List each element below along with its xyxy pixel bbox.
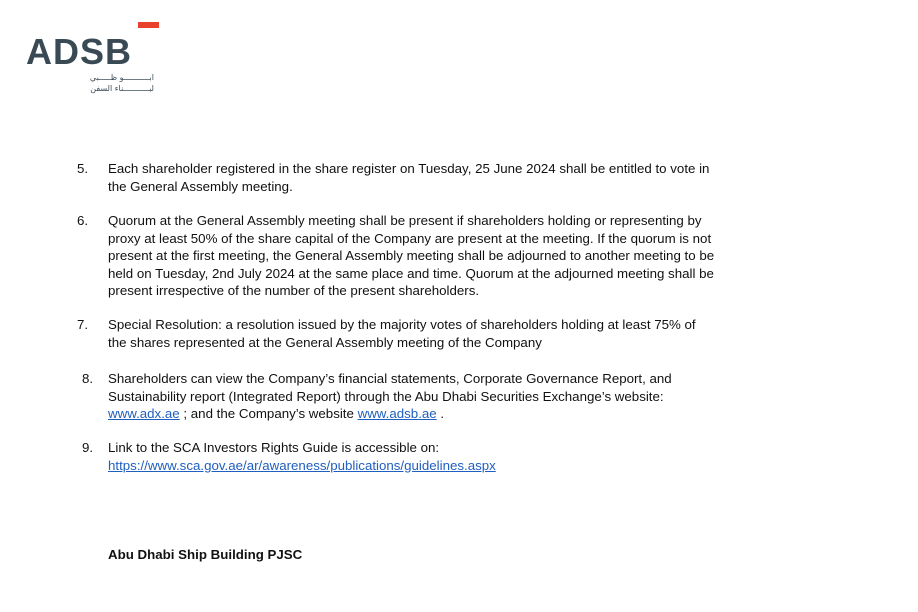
item-text (108, 439, 808, 474)
logo-accent-bar (138, 22, 159, 28)
item-line: Each shareholder registered in the share register on Tuesday, 25 June 2024 shall be entitled to vote in (108, 161, 710, 176)
item-line-links (108, 405, 808, 423)
item-line: Quorum at the General Assembly meeting shall be present if shareholders holding or representing by (108, 213, 702, 228)
logo-wordmark: ADSB (26, 31, 133, 72)
item-number: 8. (82, 371, 94, 386)
logo-arabic-line-1: ابـــــــــــو ظـــــبي (89, 73, 154, 82)
item-line: Special Resolution: a resolution issued by the majority votes of shareholders holding at least 75% of (108, 317, 696, 332)
company-logo (26, 22, 166, 102)
item-number: 6. (77, 213, 89, 228)
item-line: held on Tuesday, 2nd July 2024 at the same place and time. Quorum at the adjourned meeting shall be (108, 265, 714, 281)
adx-website-link[interactable]: www.adx.ae (108, 406, 180, 422)
company-signature: Abu Dhabi Ship Building PJSC (108, 547, 303, 562)
item-text (108, 316, 808, 351)
item-line: Shareholders can view the Company’s financial statements, Corporate Governance Report, and (108, 371, 672, 386)
link-separator-text: ; and the Company’s website (179, 406, 358, 422)
item-line: the shares represented at the General Assembly meeting of the Company (108, 334, 542, 350)
item-line: proxy at least 50% of the share capital of the Company are present at the meeting. If the quorum is not (108, 230, 712, 246)
item-line: present at the first meeting, the General Assembly meeting shall be adjourned to another meeting to be (108, 248, 715, 264)
item-line-link (108, 457, 808, 475)
item-line: present irrespective of the number of the present shareholders. (108, 283, 480, 299)
item-text (108, 370, 808, 423)
link-end-text: . (436, 406, 445, 422)
item-line: Link to the SCA Investors Rights Guide is accessible on: (108, 440, 440, 455)
logo-arabic-line-2: لبـــــــــــناء السفن (90, 84, 154, 93)
item-number: 9. (82, 440, 94, 455)
item-text (108, 212, 808, 300)
item-text (108, 160, 808, 195)
item-line: the General Assembly meeting. (108, 178, 293, 194)
item-number: 5. (77, 161, 89, 176)
adsb-website-link[interactable]: www.adsb.ae (357, 406, 437, 422)
sca-guide-link[interactable]: https://www.sca.gov.ae/ar/awareness/publications/guidelines.aspx (108, 457, 496, 473)
item-number: 7. (77, 317, 89, 332)
item-line: Sustainability report (Integrated Report) through the Abu Dhabi Securities Exchange’s website: (108, 388, 664, 404)
